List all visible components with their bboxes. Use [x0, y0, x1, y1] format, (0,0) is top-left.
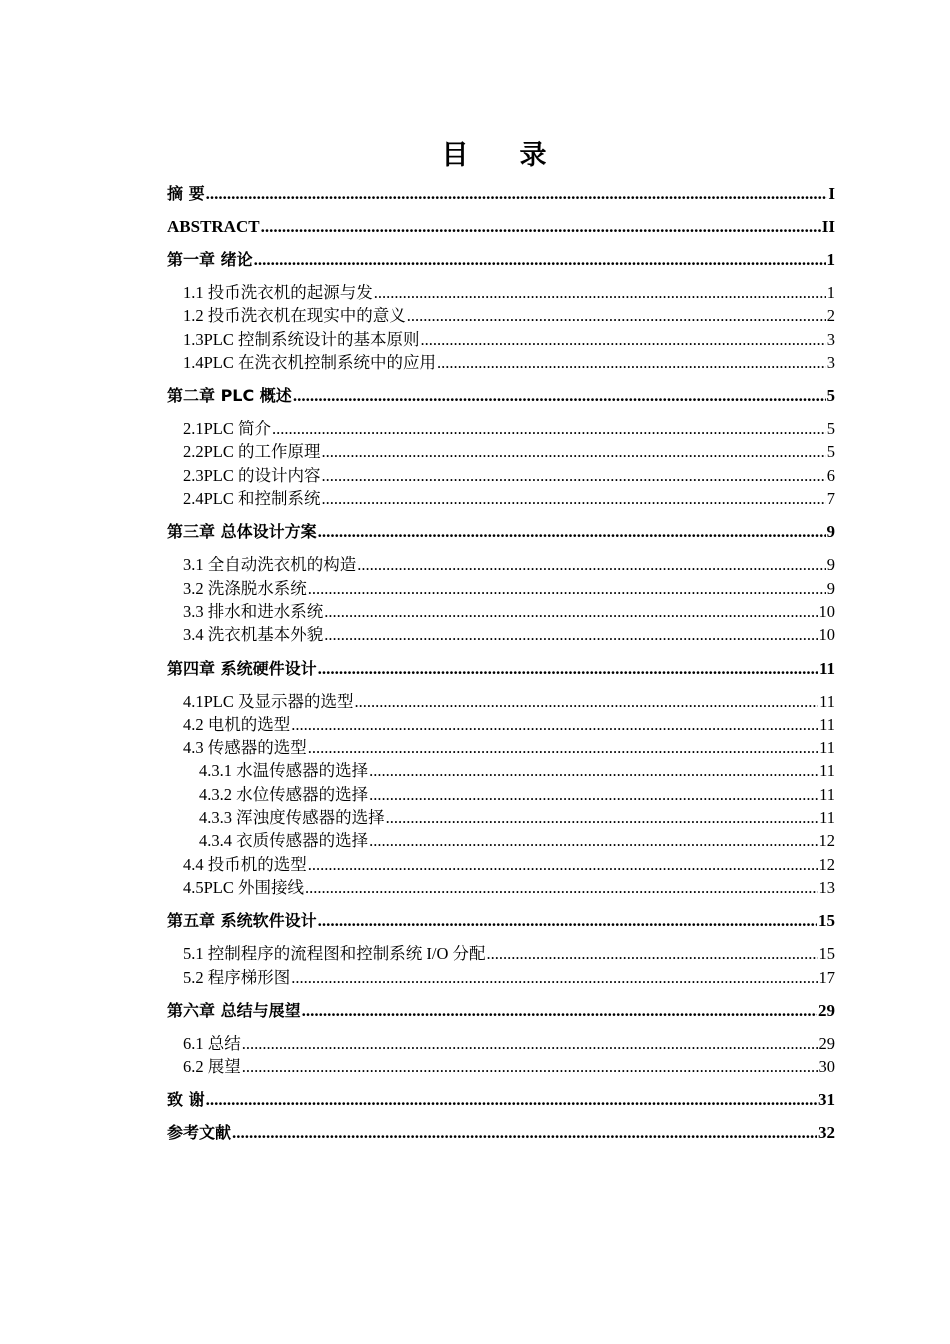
toc-entry-level-2[interactable]: [167, 600, 835, 623]
toc-dot-leader: [308, 736, 818, 759]
toc-entry-label: 5.2 程序梯形图: [183, 967, 291, 987]
toc-entry-label: 3.2 洗涤脱水系统: [183, 578, 307, 598]
toc-entry-page-number: 5: [826, 386, 835, 406]
toc-entry-label: 1.3PLC 控制系统设计的基本原则: [183, 329, 420, 349]
toc-entry-level-1[interactable]: [167, 520, 835, 543]
toc-entry-label: 4.3 传感器的选型: [183, 738, 307, 758]
toc-dot-leader: [421, 328, 826, 351]
toc-entry-label: 4.3.4 衣质传感器的选择: [199, 831, 369, 851]
toc-entry-label: 1.2 投币洗衣机在现实中的意义: [183, 306, 406, 326]
toc-dot-leader: [291, 713, 818, 736]
toc-entry-level-1[interactable]: [167, 657, 835, 680]
toc-entry-level-1[interactable]: [167, 909, 835, 932]
toc-entry-level-2[interactable]: [167, 553, 835, 576]
toc-entry-level-2[interactable]: [167, 417, 835, 440]
toc-entry-page-number: I: [828, 184, 835, 203]
toc-title: 目 录: [441, 140, 559, 171]
toc-dot-leader: [308, 577, 826, 600]
toc-entry-level-2[interactable]: [167, 1032, 835, 1055]
toc-dot-leader: [261, 215, 821, 238]
toc-entry-level-3[interactable]: [167, 759, 835, 782]
toc-entry-label: 第三章 总体设计方案: [167, 522, 317, 542]
toc-entry-page-number: II: [821, 217, 835, 236]
toc-entry-label: 4.3.3 浑浊度传感器的选择: [199, 808, 385, 828]
toc-entry-page-number: 15: [818, 944, 835, 964]
toc-entry-label: 4.1PLC 及显示器的选型: [183, 691, 354, 711]
toc-entry-page-number: 7: [826, 489, 835, 509]
toc-entry-level-1[interactable]: [167, 1088, 835, 1111]
toc-entry-level-2[interactable]: [167, 623, 835, 646]
toc-dot-leader: [487, 942, 818, 965]
toc-entry-page-number: 5: [826, 442, 835, 462]
toc-dot-leader: [355, 690, 819, 713]
toc-entry-level-2[interactable]: [167, 736, 835, 759]
toc-entry-level-1[interactable]: [167, 182, 835, 205]
toc-entry-page-number: 30: [818, 1057, 835, 1077]
toc-entry-level-2[interactable]: [167, 876, 835, 899]
toc-entry-label: 第四章 系统硬件设计: [167, 658, 317, 678]
toc-entry-label: 6.2 展望: [183, 1057, 241, 1077]
toc-dot-leader: [322, 464, 826, 487]
toc-entry-level-2[interactable]: [167, 713, 835, 736]
toc-entry-page-number: 32: [818, 1123, 835, 1143]
toc-entry-page-number: 17: [818, 967, 835, 987]
toc-dot-leader: [291, 966, 817, 989]
toc-entry-label: 2.3PLC 的设计内容: [183, 465, 321, 485]
toc-entry-page-number: 12: [818, 854, 835, 874]
toc-entry-label: 4.4 投币机的选型: [183, 854, 307, 874]
toc-dot-leader: [369, 829, 817, 852]
toc-entry-level-2[interactable]: [167, 966, 835, 989]
toc-entry-label: 3.1 全自动洗衣机的构造: [183, 555, 357, 575]
toc-dot-leader: [369, 783, 818, 806]
toc-entry-page-number: 5: [826, 419, 835, 439]
toc-dot-leader: [369, 759, 818, 782]
toc-entry-page-number: 13: [818, 877, 835, 897]
toc-entry-label: 6.1 总结: [183, 1033, 241, 1053]
toc-entry-label: 第六章 总结与展望: [167, 1000, 301, 1020]
toc-entry-level-2[interactable]: [167, 328, 835, 351]
toc-entry-page-number: 11: [819, 808, 835, 828]
toc-dot-leader: [242, 1055, 818, 1078]
toc-entry-label: 第五章 系统软件设计: [167, 911, 317, 931]
toc-entry-label: 4.3.1 水温传感器的选择: [199, 761, 369, 781]
toc-entry-level-2[interactable]: [167, 281, 835, 304]
toc-dot-leader: [242, 1032, 818, 1055]
toc-dot-leader: [206, 1088, 817, 1111]
toc-entry-label: 3.4 洗衣机基本外貌: [183, 625, 324, 645]
toc-dot-leader: [232, 1121, 817, 1144]
toc-entry-page-number: 10: [818, 625, 835, 645]
toc-entry-level-2[interactable]: [167, 351, 835, 374]
toc-entry-label: 4.3.2 水位传感器的选择: [199, 784, 369, 804]
toc-list: [167, 180, 835, 1144]
toc-entry-level-2[interactable]: [167, 464, 835, 487]
toc-entry-page-number: 9: [826, 522, 835, 542]
toc-entry-page-number: 3: [826, 352, 835, 372]
toc-entry-label: 2.1PLC 简介: [183, 419, 272, 439]
toc-entry-level-2[interactable]: [167, 690, 835, 713]
toc-dot-leader: [206, 182, 828, 205]
toc-dot-leader: [322, 440, 826, 463]
toc-entry-page-number: 3: [826, 329, 835, 349]
toc-entry-label: 2.4PLC 和控制系统: [183, 489, 321, 509]
toc-dot-leader: [318, 657, 818, 680]
toc-dot-leader: [407, 304, 826, 327]
toc-dot-leader: [324, 600, 817, 623]
toc-entry-label: 第二章 PLC 概述: [167, 386, 292, 406]
toc-entry-level-3[interactable]: [167, 829, 835, 852]
toc-entry-label: 1.1 投币洗衣机的起源与发: [183, 283, 373, 302]
toc-entry-label: 摘 要: [167, 184, 205, 203]
toc-dot-leader: [437, 351, 826, 374]
toc-entry-page-number: 29: [818, 1000, 835, 1020]
toc-dot-leader: [254, 248, 826, 271]
toc-dot-leader: [386, 806, 818, 829]
toc-dot-leader: [308, 853, 818, 876]
toc-entry-page-number: 11: [818, 658, 835, 678]
toc-entry-page-number: 11: [819, 714, 835, 734]
toc-entry-label: 4.5PLC 外围接线: [183, 877, 305, 897]
toc-entry-page-number: 9: [826, 555, 835, 575]
toc-dot-leader: [322, 487, 826, 510]
toc-entry-level-3[interactable]: [167, 806, 835, 829]
toc-dot-leader: [318, 520, 826, 543]
toc-entry-label: 3.3 排水和进水系统: [183, 601, 324, 621]
toc-entry-label: 5.1 控制程序的流程图和控制系统 I/O 分配: [183, 944, 486, 964]
toc-entry-page-number: 11: [819, 738, 835, 758]
toc-dot-leader: [302, 999, 817, 1022]
toc-entry-label: 2.2PLC 的工作原理: [183, 442, 321, 462]
toc-entry-page-number: 2: [826, 306, 835, 326]
toc-entry-level-2[interactable]: [167, 1055, 835, 1078]
toc-entry-level-2[interactable]: [167, 304, 835, 327]
toc-entry-level-2[interactable]: [167, 942, 835, 965]
toc-entry-page-number: 31: [818, 1090, 835, 1110]
toc-entry-level-1[interactable]: [167, 215, 835, 238]
toc-dot-leader: [357, 553, 826, 576]
toc-entry-page-number: 29: [818, 1033, 835, 1053]
toc-entry-label: 致 谢: [167, 1090, 205, 1110]
toc-entry-page-number: 6: [826, 465, 835, 485]
toc-entry-page-number: 12: [818, 831, 835, 851]
toc-entry-page-number: 1: [826, 250, 835, 269]
toc-dot-leader: [324, 623, 817, 646]
toc-entry-level-2[interactable]: [167, 440, 835, 463]
toc-entry-level-2[interactable]: [167, 853, 835, 876]
toc-entry-level-2[interactable]: [167, 577, 835, 600]
toc-entry-level-1[interactable]: [167, 1121, 835, 1144]
toc-entry-label: 4.2 电机的选型: [183, 714, 291, 734]
toc-entry-label: 1.4PLC 在洗衣机控制系统中的应用: [183, 352, 437, 372]
toc-entry-label: ABSTRACT: [167, 217, 260, 236]
toc-entry-page-number: 11: [819, 761, 835, 781]
toc-entry-level-1[interactable]: [167, 999, 835, 1022]
toc-dot-leader: [272, 417, 826, 440]
toc-dot-leader: [293, 384, 826, 407]
toc-entry-label: 参考文献: [167, 1123, 232, 1143]
toc-dot-leader: [305, 876, 817, 899]
toc-entry-level-1[interactable]: [167, 384, 835, 407]
toc-entry-level-2[interactable]: [167, 487, 835, 510]
toc-entry-page-number: 15: [818, 911, 835, 931]
toc-dot-leader: [318, 909, 817, 932]
toc-entry-level-1[interactable]: [167, 248, 835, 271]
toc-entry-label: 第一章 绪论: [167, 250, 253, 269]
toc-entry-page-number: 11: [819, 784, 835, 804]
toc-entry-page-number: 10: [818, 601, 835, 621]
toc-entry-level-3[interactable]: [167, 783, 835, 806]
toc-entry-page-number: 9: [826, 578, 835, 598]
toc-dot-leader: [374, 281, 826, 304]
toc-entry-page-number: 11: [819, 691, 835, 711]
toc-entry-page-number: 1: [826, 283, 835, 302]
